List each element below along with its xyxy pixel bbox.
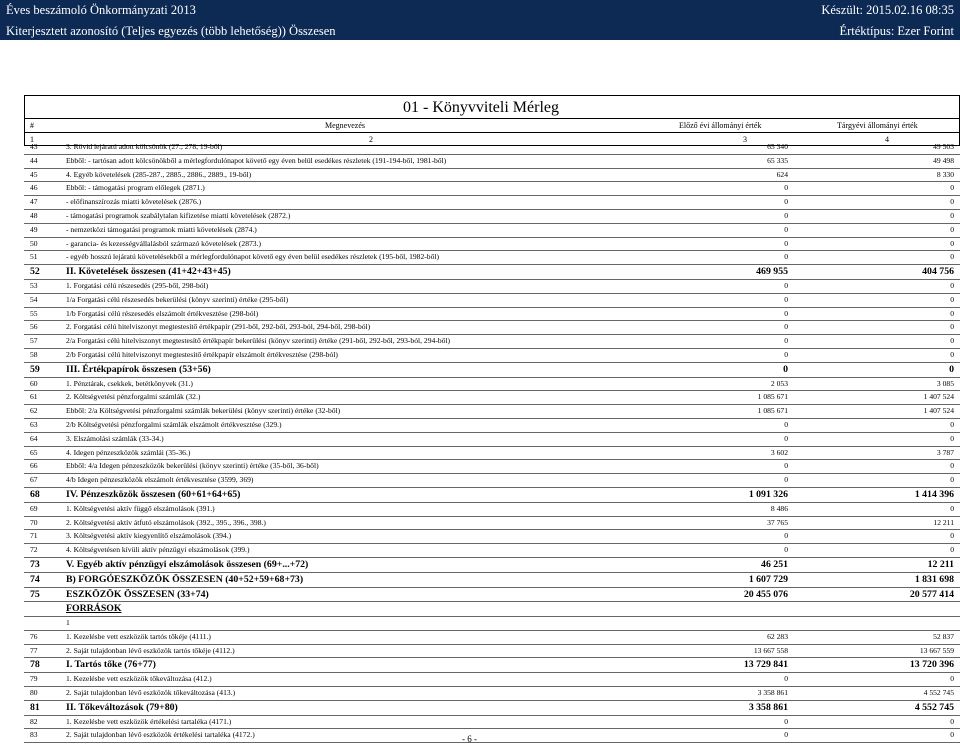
row-number: 63	[30, 419, 38, 429]
row-description: - előfinanszírozás miatti követelések (2876.)	[66, 197, 202, 207]
row-previous-value: 0	[784, 545, 788, 555]
column-number-4: 4	[885, 135, 889, 144]
row-description: 2. Költségvetési aktív átfutó elszámolások (392., 395., 396., 398.)	[66, 517, 266, 527]
row-description: 1	[66, 618, 70, 628]
row-current-value: 0	[950, 238, 954, 248]
row-number: 56	[30, 322, 38, 332]
row-current-value: 13 667 559	[919, 645, 954, 655]
row-number: 44	[30, 155, 38, 165]
row-description: - támogatási programok szabálytalan kifizetése miatti követelések (2872.)	[66, 210, 291, 220]
table-row	[24, 701, 960, 716]
row-previous-value: 1 091 326	[748, 488, 788, 500]
row-description: II. Tőkeváltozások (79+80)	[66, 701, 178, 713]
row-number: 81	[30, 701, 40, 713]
row-number: 66	[30, 461, 38, 471]
row-number: 60	[30, 378, 38, 388]
row-previous-value: 0	[784, 224, 788, 234]
row-current-value: 0	[950, 252, 954, 262]
value-type: Értéktípus: Ezer Forint	[839, 24, 954, 38]
row-number: 70	[30, 517, 38, 527]
table-row	[24, 558, 960, 573]
row-current-value: 3 787	[936, 447, 954, 457]
table-row	[24, 251, 960, 265]
row-previous-value: 62 283	[767, 631, 788, 641]
table-row	[24, 224, 960, 238]
row-description: Ebből: - támogatási program előlegek (2871.)	[66, 183, 205, 193]
table-row	[24, 405, 960, 419]
row-number: 49	[30, 224, 38, 234]
created-timestamp: Készült: 2015.02.16 08:35	[821, 3, 954, 17]
row-number: 71	[30, 531, 38, 541]
row-number: 52	[30, 266, 40, 278]
table-row	[24, 363, 960, 378]
row-previous-value: 469 955	[756, 266, 788, 278]
table-row	[24, 280, 960, 294]
table-row	[24, 349, 960, 363]
row-current-value: 0	[950, 336, 954, 346]
row-current-value: 0	[950, 461, 954, 471]
row-description: 1. Kezelésbe vett eszközök tartós tőkéje (4111.)	[66, 631, 211, 641]
row-description: 2. Saját tulajdonban lévő eszközök értékelési tartaléka (4172.)	[66, 730, 255, 740]
row-number: 47	[30, 197, 38, 207]
table-row	[24, 155, 960, 169]
row-description: 2/b Költségvetési pénzforgalmi számlák elszámolt értékvesztése (329.)	[66, 419, 282, 429]
row-number: 55	[30, 308, 38, 318]
table-row	[24, 517, 960, 531]
table-row	[24, 141, 960, 155]
row-current-value: 0	[950, 280, 954, 290]
row-current-value: 0	[950, 183, 954, 193]
row-number: 77	[30, 645, 38, 655]
table-row	[24, 308, 960, 322]
column-header-current: Tárgyévi állományi érték	[837, 121, 918, 130]
row-previous-value: 3 602	[770, 447, 788, 457]
row-description: III. Értékpapírok összesen (53+56)	[66, 363, 211, 375]
row-previous-value: 20 455 076	[743, 588, 788, 600]
row-description: 1. Költségvetési aktív függő elszámolások (391.)	[66, 503, 215, 513]
page-number: - 6 -	[462, 734, 477, 744]
row-current-value: 1 831 698	[914, 573, 954, 585]
table-row	[24, 588, 960, 603]
page-title: 01 - Könyvviteli Mérleg	[25, 96, 959, 119]
row-description: 4. Költségvetésen kívüli aktív pénzügyi elszámolások (399.)	[66, 545, 250, 555]
row-previous-value: 1 607 729	[748, 573, 788, 585]
row-description: 4/b Idegen pénzeszközök elszámolt értékvesztése (3599, 369)	[66, 475, 254, 485]
row-previous-value: 0	[784, 730, 788, 740]
table-row	[24, 182, 960, 196]
table-row	[24, 673, 960, 687]
row-previous-value: 0	[784, 252, 788, 262]
row-number: 76	[30, 631, 38, 641]
row-current-value: 12 211	[927, 558, 954, 570]
row-previous-value: 13 667 558	[753, 645, 788, 655]
row-current-value: 0	[950, 730, 954, 740]
table-row	[24, 631, 960, 645]
row-number: 65	[30, 447, 38, 457]
table-row	[24, 474, 960, 488]
row-description: ESZKÖZÖK ÖSSZESEN (33+74)	[66, 588, 209, 600]
row-description: 2. Saját tulajdonban lévő eszközök tartós tőkéje (4112.)	[66, 645, 235, 655]
table-row	[24, 729, 960, 743]
row-number: 82	[30, 716, 38, 726]
row-number: 78	[30, 659, 40, 671]
table-row	[24, 544, 960, 558]
row-current-value: 49 498	[933, 155, 954, 165]
column-number-1: 1	[30, 135, 34, 144]
row-description: FORRÁSOK	[66, 603, 122, 615]
row-description: 4. Idegen pénzeszközök számlái (35-36.)	[66, 447, 191, 457]
row-current-value: 0	[950, 531, 954, 541]
row-previous-value: 0	[784, 349, 788, 359]
table-row	[24, 658, 960, 673]
row-number: 48	[30, 210, 38, 220]
row-previous-value: 13 729 841	[743, 659, 788, 671]
row-number: 59	[30, 363, 40, 375]
row-description: - garancia- és kezességvállalásból származó követelések (2873.)	[66, 238, 262, 248]
row-description: 2/b Forgatási célú hitelviszonyt megtestesítő értékpapír elszámolt értékvesztése (298-ból)	[66, 349, 338, 359]
row-current-value: 404 756	[922, 266, 954, 278]
row-current-value: 0	[950, 503, 954, 513]
row-number: 75	[30, 588, 40, 600]
row-description: 1. Kezelésbe vett eszközök értékelési tartaléka (4171.)	[66, 716, 232, 726]
row-number: 83	[30, 730, 38, 740]
table-row	[24, 265, 960, 280]
row-current-value: 0	[950, 210, 954, 220]
row-previous-value: 46 251	[761, 558, 788, 570]
row-number: 64	[30, 433, 38, 443]
row-current-value: 0	[950, 308, 954, 318]
row-current-value: 0	[950, 322, 954, 332]
row-current-value: 0	[950, 419, 954, 429]
table-row	[24, 645, 960, 659]
row-description: 1. Kezelésbe vett eszközök tőkeváltozása (412.)	[66, 674, 212, 684]
row-current-value: 0	[950, 674, 954, 684]
row-current-value: 0	[950, 224, 954, 234]
row-description: 2/a Forgatási célú hitelviszonyt megtestesítő értékpapír bekerülési (könyv szerinti) értéke (291-ből, 292-ből, 293-ból, 294-ből)	[66, 336, 451, 346]
row-previous-value: 8 486	[770, 503, 788, 513]
row-previous-value: 0	[784, 238, 788, 248]
row-current-value: 3 085	[936, 378, 954, 388]
row-current-value: 20 577 414	[909, 588, 954, 600]
table-row	[24, 503, 960, 517]
row-current-value: 13 720 396	[909, 659, 954, 671]
row-previous-value: 0	[784, 475, 788, 485]
table-row	[24, 488, 960, 503]
row-number: 54	[30, 294, 38, 304]
report-filter: Kiterjesztett azonosító (Teljes egyezés (több lehetőség)) Összesen	[6, 24, 336, 38]
row-previous-value: 0	[784, 433, 788, 443]
row-current-value: 1 414 396	[914, 488, 954, 500]
row-description: II. Követelések összesen (41+42+43+45)	[66, 266, 231, 278]
row-number: 61	[30, 392, 38, 402]
row-description: 1/a Forgatási célú részesedés bekerülési (könyv szerinti) értéke (295-ből)	[66, 294, 289, 304]
row-previous-value: 65 340	[767, 142, 788, 151]
row-previous-value: 0	[784, 294, 788, 304]
row-description: - nemzetközi támogatási programok miatti követelések (2874.)	[66, 224, 257, 234]
row-number: 53	[30, 280, 38, 290]
row-description: - egyéb hosszú lejáratú követelésekből a mérlegfordulónapot követő egy éven belül esedékes részletek (195-ből, 1982-ből)	[66, 252, 440, 262]
row-current-value: 8 330	[936, 169, 954, 179]
row-previous-value: 0	[784, 461, 788, 471]
table-row	[24, 210, 960, 224]
balance-table	[24, 141, 960, 743]
table-row	[24, 321, 960, 335]
table-header	[24, 95, 960, 146]
row-current-value: 4 552 745	[914, 701, 954, 713]
row-previous-value: 624	[776, 169, 788, 179]
table-row	[24, 447, 960, 461]
row-description: I. Tartós tőke (76+77)	[66, 659, 156, 671]
column-headers	[25, 119, 959, 133]
table-row	[24, 391, 960, 405]
row-description: 1. Forgatási célú részesedés (295-ből, 298-ból)	[66, 280, 209, 290]
row-number: 67	[30, 475, 38, 485]
row-number: 79	[30, 674, 38, 684]
table-row	[24, 238, 960, 252]
row-current-value: 0	[950, 475, 954, 485]
row-current-value: 0	[949, 363, 954, 375]
column-header-name: Megnevezés	[325, 121, 365, 130]
row-previous-value: 0	[783, 363, 788, 375]
row-current-value: 1 407 524	[923, 406, 954, 416]
row-number: 50	[30, 238, 38, 248]
row-number: 58	[30, 349, 38, 359]
column-number-2: 2	[369, 135, 373, 144]
column-number-3: 3	[743, 135, 747, 144]
row-number: 62	[30, 406, 38, 416]
row-description: 3. Rövid lejáratú adott kölcsönök (27., 278, 19-ből)	[66, 142, 223, 151]
table-row	[24, 294, 960, 308]
row-previous-value: 3 358 861	[757, 688, 788, 698]
row-previous-value: 3 358 861	[748, 701, 788, 713]
row-previous-value: 0	[784, 531, 788, 541]
row-current-value: 49 503	[933, 142, 954, 151]
row-description: IV. Pénzeszközök összesen (60+61+64+65)	[66, 488, 241, 500]
table-row	[24, 169, 960, 183]
row-current-value: 1 407 524	[923, 392, 954, 402]
row-description: 3. Költségvetési aktív kiegyenlítő elszámolások (394.)	[66, 531, 232, 541]
table-row	[24, 433, 960, 447]
row-previous-value: 0	[784, 280, 788, 290]
table-row	[24, 460, 960, 474]
row-current-value: 52 837	[933, 631, 954, 641]
row-description: 3. Elszámolási számlák (33-34.)	[66, 433, 164, 443]
row-description: 1/b Forgatási célú részesedés elszámolt értékvesztése (298-ból)	[66, 308, 259, 318]
row-previous-value: 0	[784, 716, 788, 726]
row-number: 45	[30, 169, 38, 179]
row-current-value: 0	[950, 545, 954, 555]
table-row	[24, 716, 960, 730]
column-header-previous: Előző évi állományi érték	[679, 121, 762, 130]
row-previous-value: 0	[784, 336, 788, 346]
row-previous-value: 1 085 671	[757, 406, 788, 416]
column-header-number: #	[30, 121, 34, 130]
row-description: Ebből: - tartósan adott kölcsönökből a mérlegfordulónapot követő egy éven belül esedékes részletek (191-194-ből, 1981-ből)	[66, 155, 447, 165]
row-number: 51	[30, 252, 38, 262]
row-description: 2. Saját tulajdonban lévő eszközök tőkeváltozása (413.)	[66, 688, 236, 698]
row-previous-value: 0	[784, 210, 788, 220]
row-number: 73	[30, 558, 40, 570]
row-current-value: 0	[950, 294, 954, 304]
row-number: 43	[30, 142, 38, 151]
row-number: 72	[30, 545, 38, 555]
row-previous-value: 0	[784, 674, 788, 684]
row-number: 80	[30, 688, 38, 698]
row-previous-value: 37 765	[767, 517, 788, 527]
table-row	[24, 573, 960, 588]
table-row	[24, 617, 960, 631]
table-row	[24, 687, 960, 701]
table-row	[24, 196, 960, 210]
row-current-value: 0	[950, 197, 954, 207]
row-description: V. Egyéb aktív pénzügyi elszámolások összesen (69+...+72)	[66, 558, 309, 570]
row-description: B) FORGÓESZKÖZÖK ÖSSZESEN (40+52+59+68+73)	[66, 573, 304, 585]
row-number: 74	[30, 573, 40, 585]
row-description: Ebből: 4/a Idegen pénzeszközök bekerülési (könyv szerinti) értéke (35-ből, 36-ből)	[66, 461, 319, 471]
table-row	[24, 335, 960, 349]
row-previous-value: 1 085 671	[757, 392, 788, 402]
row-previous-value: 0	[784, 308, 788, 318]
row-current-value: 0	[950, 349, 954, 359]
row-description: 2. Költségvetési pénzforgalmi számlák (32.)	[66, 392, 201, 402]
report-name: Éves beszámoló Önkormányzati 2013	[6, 3, 196, 17]
row-number: 57	[30, 336, 38, 346]
row-number: 68	[30, 488, 40, 500]
row-current-value: 0	[950, 716, 954, 726]
row-number: 46	[30, 183, 38, 193]
row-previous-value: 0	[784, 183, 788, 193]
report-header-bar	[0, 0, 960, 40]
row-description: 4. Egyéb követelések (285-287., 2885., 2886., 2889., 19-ből)	[66, 169, 252, 179]
row-current-value: 4 552 745	[923, 688, 954, 698]
row-number: 69	[30, 503, 38, 513]
row-description: 1. Pénztárak, csekkek, betétkönyvek (31.)	[66, 378, 193, 388]
table-row	[24, 530, 960, 544]
table-row	[24, 378, 960, 392]
row-previous-value: 65 335	[767, 155, 788, 165]
table-row	[24, 419, 960, 433]
row-current-value: 12 211	[933, 517, 954, 527]
row-previous-value: 0	[784, 197, 788, 207]
table-row	[24, 602, 960, 617]
row-description: Ebből: 2/a Költségvetési pénzforgalmi számlák bekerülési (könyv szerinti) értéke (32-ből)	[66, 406, 341, 416]
row-previous-value: 0	[784, 419, 788, 429]
row-previous-value: 0	[784, 322, 788, 332]
row-previous-value: 2 053	[770, 378, 788, 388]
row-current-value: 0	[950, 433, 954, 443]
row-description: 2. Forgatási célú hitelviszonyt megtestesítő értékpapír (291-ből, 292-ből, 293-ból, 294-ből, 298-ból)	[66, 322, 371, 332]
